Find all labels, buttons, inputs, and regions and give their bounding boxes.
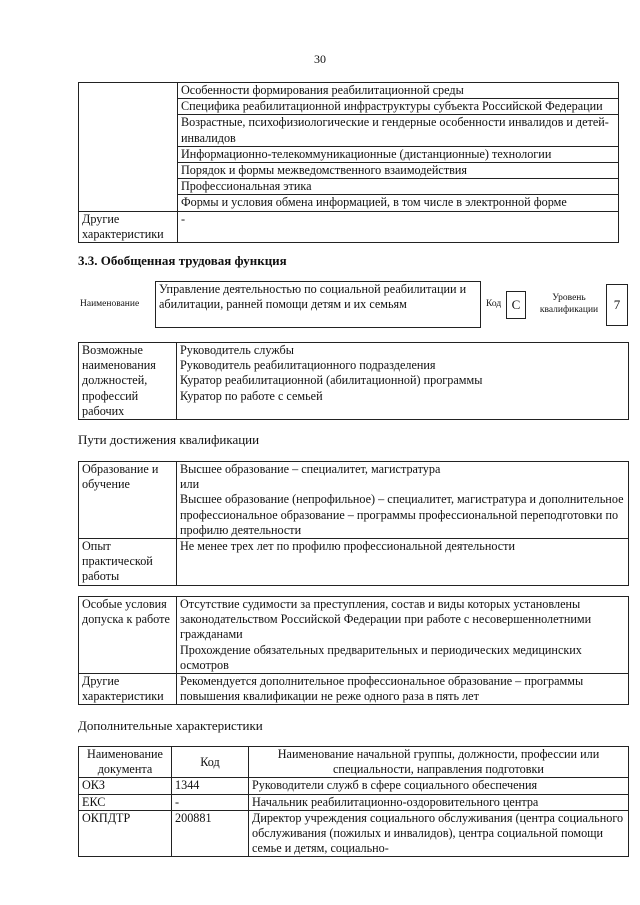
table-header-row — [79, 747, 629, 778]
other-label: Другие характеристики — [79, 211, 178, 242]
position-item: Куратор по работе с семьей — [180, 388, 323, 403]
positions-label: Возможные наименования должностей, профессий рабочих — [79, 343, 177, 420]
knowledge-item: Возрастные, психофизиологические и гендерные особенности инвалидов и детей-инвалидов — [178, 115, 619, 146]
knowledge-item: Особенности формирования реабилитационной среды — [178, 83, 619, 99]
position-item: Руководитель реабилитационного подразделения — [180, 358, 436, 373]
knowledge-item: Формы и условия обмена информацией, в том числе в электронной форме — [178, 195, 619, 211]
level-value: 7 — [613, 297, 621, 312]
table-row: ЕКС - Начальник реабилитационно-оздоровительного центра — [79, 794, 629, 810]
other-value: - — [178, 211, 619, 242]
header-name: Наименование начальной группы, должности, профессии или специальности, направления подготовки — [249, 747, 629, 778]
education-label: Образование и обучение — [79, 462, 177, 539]
table-row — [79, 343, 629, 420]
name-label: Наименование — [80, 299, 140, 309]
experience-label: Опыт практической работы — [79, 539, 177, 586]
function-name-value: Управление деятельностью по социальной реабилитации и абилитации, ранней помощи детям и их семьям — [159, 282, 467, 311]
header-code: Код — [172, 747, 249, 778]
additional-title: Дополнительные характеристики — [78, 718, 263, 733]
admission-value: Отсутствие судимости за преступления, состав и виды которых установлены законодательством Российской Федерации при работе с несовершеннолетними гражданами Прохождение обязательных предварительных и периодических медицинских осмотров — [177, 597, 629, 674]
knowledge-table — [78, 82, 619, 243]
other2-value: Рекомендуется дополнительное профессиональное образование – программы повышения квалификации не реже одного раза в пять лет — [177, 674, 629, 705]
level-label: Уровень квалификации — [539, 293, 599, 315]
table-row — [79, 211, 619, 242]
code-label: Код — [486, 299, 502, 309]
section-title: 3.3. Обобщенная трудовая функция — [78, 253, 287, 268]
code-value: C — [511, 297, 521, 312]
qualification-paths-title: Пути достижения квалификации — [78, 432, 260, 447]
education-table — [78, 461, 629, 586]
knowledge-item: Информационно-телекоммуникационные (дистанционные) технологии — [178, 146, 619, 162]
other2-label: Другие характеристики — [79, 674, 177, 705]
knowledge-item: Профессиональная этика — [178, 179, 619, 195]
knowledge-item: Специфика реабилитационной инфраструктуры субъекта Российской Федерации — [178, 99, 619, 115]
position-item: Руководитель службы — [180, 343, 294, 357]
knowledge-item: Порядок и формы межведомственного взаимодействия — [178, 163, 619, 179]
page-number: 30 — [314, 52, 326, 66]
level-box — [606, 284, 628, 326]
table-row — [79, 462, 629, 539]
positions-table — [78, 342, 629, 420]
position-item: Куратор реабилитационной (абилитационной) программы — [180, 373, 483, 388]
table-row: ОКЗ 1344 Руководители служб в сфере социального обеспечения — [79, 778, 629, 794]
positions-list — [177, 343, 629, 420]
table-row — [79, 83, 619, 99]
table-row — [79, 597, 629, 674]
experience-value: Не менее трех лет по профилю профессиональной деятельности — [177, 539, 629, 586]
additional-table — [78, 746, 629, 857]
admission-table — [78, 596, 629, 705]
function-name-box — [155, 281, 481, 328]
table-row — [79, 539, 629, 586]
table-row: ОКПДТР 200881 Директор учреждения социального обслуживания (центра социального обслуживания (пожилых и инвалидов), центра социальной помощи семье и детям, социально- — [79, 810, 629, 857]
admission-label: Особые условия допуска к работе — [79, 597, 177, 674]
code-box — [506, 291, 526, 319]
table-row — [79, 674, 629, 705]
header-document: Наименование документа — [79, 747, 172, 778]
education-value: Высшее образование – специалитет, магистратура или Высшее образование (непрофильное) – специалитет, магистратура и дополнительное профессиональное образование – программы профессиональной переподготовки по профилю деятельности — [177, 462, 629, 539]
